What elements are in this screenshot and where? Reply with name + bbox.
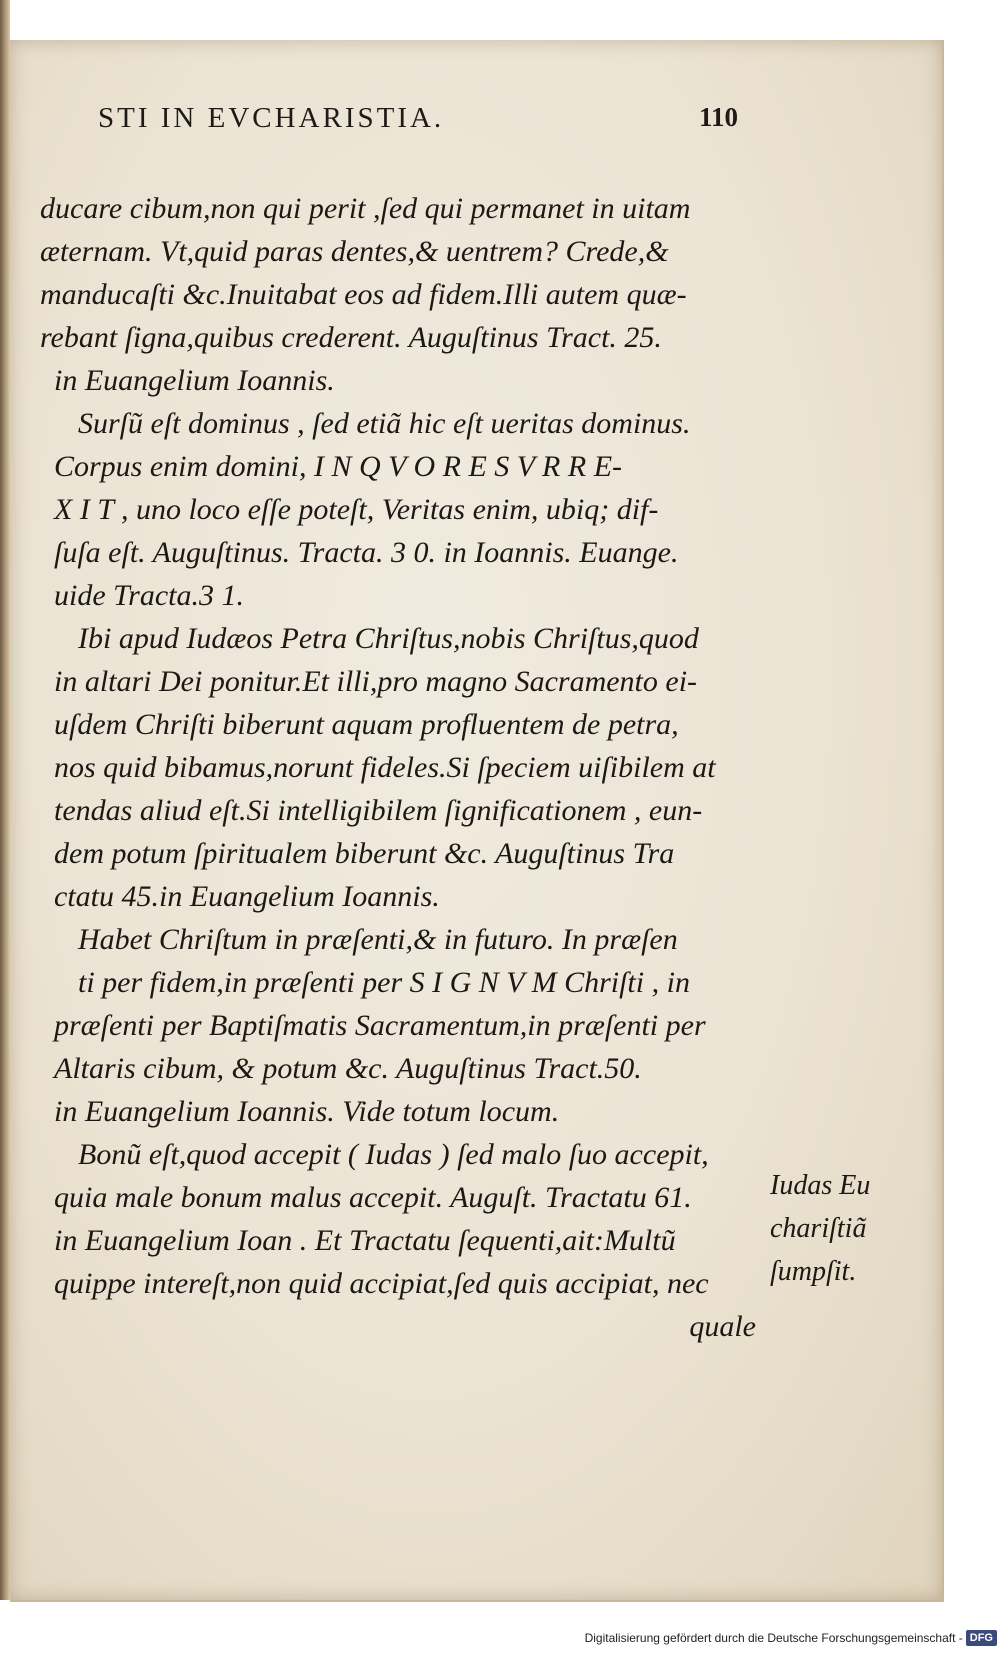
text-line: rebant ſigna,quibus crederent. Auguſtinus Tract. 25. (40, 321, 662, 354)
text-line: Ibi apud Iudæos Petra Chriſtus,nobis Chriſtus,quod (78, 622, 699, 655)
text-line: æternam. Vt,quid paras dentes,& uentrem? Crede,& (40, 235, 669, 268)
marginal-note (770, 1164, 890, 1293)
text-line: dem potum ſpiritualem biberunt &c. Auguſtinus Tra (54, 837, 675, 870)
main-text-block (40, 187, 760, 1348)
digitization-credit (585, 1625, 997, 1651)
margin-note-line: ſumpſit. (770, 1256, 857, 1287)
text-line: ſuſa eſt. Auguſtinus. Tracta. 3 0. in Ioannis. Euange. (54, 536, 679, 569)
catchword: quale (689, 1310, 756, 1343)
text-line: Corpus enim domini, I N Q V O R E S V R R E- (54, 450, 623, 483)
text-line: in altari Dei ponitur.Et illi,pro magno Sacramento ei- (54, 665, 698, 698)
text-line: Habet Chriſtum in præſenti,& in futuro. In præſen (78, 923, 678, 956)
page-number: 110 (698, 102, 738, 132)
margin-note-line: Iudas Eu (770, 1170, 871, 1201)
page-header (98, 102, 738, 142)
text-line: Surſũ eſt dominus , ſed etiã hic eſt ueritas dominus. (78, 407, 691, 440)
credit-text: Digitalisierung gefördert durch die Deutsche Forschungsgemeinschaft - (584, 1631, 963, 1645)
text-line: in Euangelium Ioan . Et Tractatu ſequenti,ait:Multũ (54, 1224, 676, 1257)
text-line: X I T , uno loco eſſe poteſt, Veritas enim, ubiq; dif- (54, 493, 659, 526)
text-line: ducare cibum,non qui perit ,ſed qui permanet in uitam (40, 192, 691, 225)
text-line: ctatu 45.in Euangelium Ioannis. (54, 880, 440, 913)
dfg-logo: DFG (966, 1630, 997, 1646)
text-line: Bonũ eſt,quod accepit ( Iudas ) ſed malo ſuo accepit, (78, 1138, 709, 1171)
text-line: nos quid bibamus,norunt fideles.Si ſpeciem uiſibilem at (54, 751, 716, 784)
book-spine-edge (0, 0, 10, 1600)
text-line: uſdem Chriſti biberunt aquam profluentem de petra, (54, 708, 679, 741)
book-page (10, 40, 944, 1602)
text-line: Altaris cibum, & potum &c. Auguſtinus Tract.50. (54, 1052, 642, 1085)
text-line: tendas aliud eſt.Si intelligibilem ſignificationem , eun- (54, 794, 703, 827)
text-line: in Euangelium Ioannis. (54, 364, 335, 397)
text-line: manducaſti &c.Inuitabat eos ad fidem.Illi autem quæ- (40, 278, 687, 311)
text-line: quippe intereſt,non quid accipiat,ſed quis accipiat, nec (54, 1267, 709, 1300)
text-line: in Euangelium Ioannis. Vide totum locum. (54, 1095, 560, 1128)
text-line: uide Tracta.3 1. (54, 579, 245, 612)
running-title: STI IN EVCHARISTIA. (98, 102, 445, 134)
text-line: ti per fidem,in præſenti per S I G N V M Chriſti , in (78, 966, 690, 999)
margin-note-line: chariſtiã (770, 1213, 867, 1244)
text-line: præſenti per Baptiſmatis Sacramentum,in præſenti per (54, 1009, 706, 1042)
text-line: quia male bonum malus accepit. Auguſt. Tractatu 61. (54, 1181, 692, 1214)
